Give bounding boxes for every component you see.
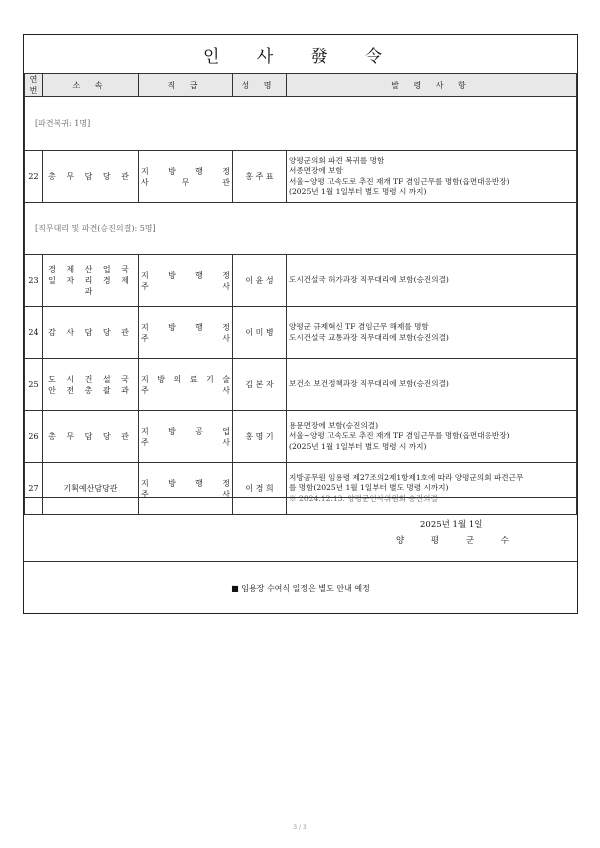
row-detail: 용문면장에 보함(승진의결) 서울~양평 고속도로 추진 재개 TF 겸임근무를 명함(읍면대응반장) (2025년 1월 1일부터 별도 명령 시 까지): [287, 411, 577, 463]
row-name: 홍 명 기: [233, 411, 287, 463]
row-name: 이 미 병: [233, 307, 287, 359]
signature-block: [24, 497, 577, 562]
grade-line-2: 주 사: [141, 385, 230, 395]
row-number: 23: [25, 255, 43, 307]
approval-note: ※ 2024.12.13. 양평군인사위원회 승진의결: [289, 493, 438, 503]
row-grade: [139, 255, 233, 307]
row-dept: 총 무 담 당 관: [43, 411, 139, 463]
row-number: 25: [25, 359, 43, 411]
row-number: 26: [25, 411, 43, 463]
header-dept: 소 속: [43, 74, 139, 97]
row-detail: 양평군 규제혁신 TF 겸임근무 해제를 명함 도시건설국 교통과장 직무대리에 보함(승진의결): [287, 307, 577, 359]
grade-line-2: 주 사: [141, 489, 230, 499]
row-grade: [139, 359, 233, 411]
grade-line-2: 주 사: [141, 333, 230, 343]
row-dept: 감 사 담 당 관: [43, 307, 139, 359]
row-dept: 도 시 건 설 국 안 전 총 괄 과: [43, 359, 139, 411]
grade-line-2: 주 사: [141, 437, 230, 447]
row-grade: [139, 307, 233, 359]
header-detail: 발 령 사 항: [287, 74, 577, 97]
section-label-acting: [직무대리 및 파견(승진의결): 5명]: [25, 203, 577, 255]
table-row: [25, 359, 577, 411]
row-dept: 기획예산담당관: [43, 463, 139, 515]
row-name: 김 본 자: [233, 359, 287, 411]
personnel-table: [24, 73, 577, 515]
document-title: 인 사 發 令: [24, 35, 577, 74]
row-detail: 보건소 보건정책과장 직무대리에 보함(승진의결): [287, 359, 577, 411]
personnel-order-document: [23, 34, 578, 614]
header-name: 성 명: [233, 74, 287, 97]
grade-line-1: 지 방 행 정: [141, 270, 230, 280]
row-name: 이 경 희: [233, 463, 287, 515]
row-detail: 지방공무원 임용령 제27조의2제1항제1호에 따라 양평군의회 파견근무 를 명함(2025년 1월 1일부터 별도 명령 시까지) ※ 2024.12.13. 양평군인사위원회 승진의결: [287, 463, 577, 515]
row-dept: 총 무 담 당 관: [43, 151, 139, 203]
ceremony-notice: ■ 임용장 수여식 일정은 별도 안내 예정: [24, 561, 577, 615]
table-row: [25, 307, 577, 359]
table-header-row: [25, 74, 577, 97]
row-name: 이 윤 성: [233, 255, 287, 307]
issue-date: 2025년 1월 1일: [420, 520, 483, 530]
grade-line-1: 지 방 행 정: [141, 166, 230, 176]
row-grade: [139, 151, 233, 203]
grade-line-1: 지 방 공 업: [141, 426, 230, 436]
header-num: 연번: [25, 74, 43, 97]
grade-line-1: 지 방 의 료 기 술: [141, 374, 230, 384]
table-row: [25, 255, 577, 307]
table-row: [25, 151, 577, 203]
row-dept: 경 제 산 업 국 일 자 리 경 제 과: [43, 255, 139, 307]
row-grade: [139, 411, 233, 463]
row-detail: 도시건설국 허가과장 직무대리에 보함(승진의결): [287, 255, 577, 307]
section-row-acting: [25, 203, 577, 255]
grade-line-2: 주 사: [141, 281, 230, 291]
page-number: 3 / 3: [293, 824, 307, 831]
row-name: 홍 주 표: [233, 151, 287, 203]
grade-line-2: 사 무 관: [141, 177, 230, 187]
grade-line-1: 지 방 행 정: [141, 478, 230, 488]
row-detail: 양평군의회 파견 복귀를 명함 서종면장에 보함 서울~양평 고속도로 추진 재개 TF 겸임근무를 명함(읍면대응반장) (2025년 1월 1일부터 별도 명령 시 까지): [287, 151, 577, 203]
row-number: 27: [25, 463, 43, 515]
row-number: 24: [25, 307, 43, 359]
section-row-return: [25, 97, 577, 151]
grade-line-1: 지 방 행 정: [141, 322, 230, 332]
issuer: 양 평 군 수: [396, 536, 521, 546]
row-number: 22: [25, 151, 43, 203]
section-label-return: [파견복귀: 1명]: [25, 97, 577, 151]
header-grade: 직 급: [139, 74, 233, 97]
table-row: [25, 411, 577, 463]
